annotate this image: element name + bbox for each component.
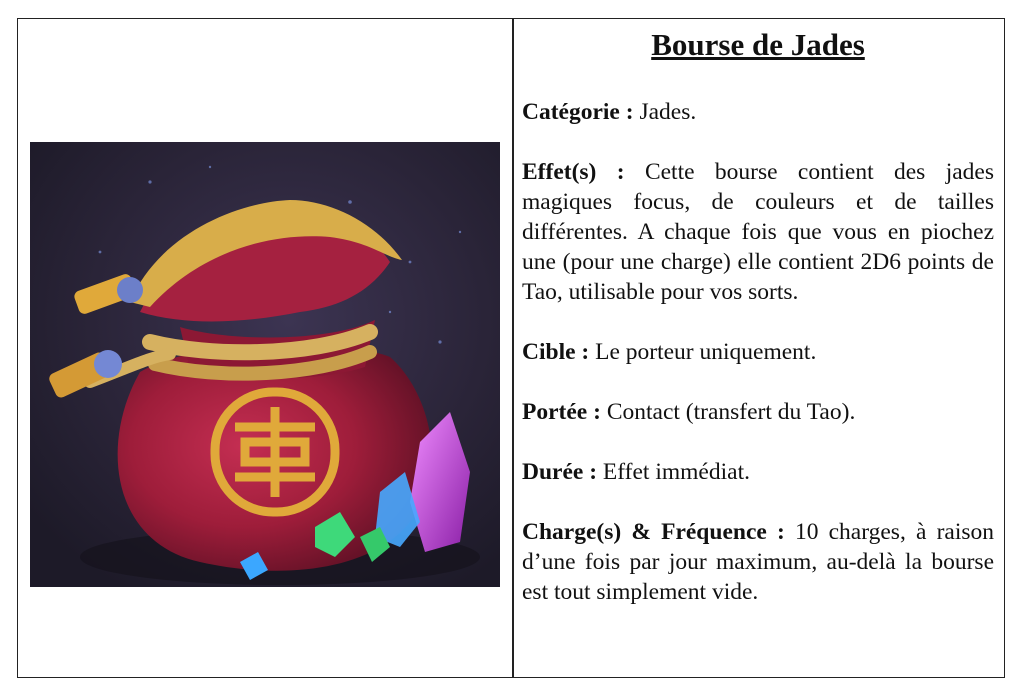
field-portee — [522, 397, 994, 427]
field-value: Effet immédiat. — [602, 459, 750, 485]
field-label: Durée : — [522, 459, 598, 485]
field-value: Le porteur uniquement. — [595, 339, 817, 365]
field-value: 10 charges, à raison d’une fois par jour maximum, au-delà la bourse est tout simplement vide. — [522, 519, 994, 605]
field-value: Cette bourse contient des jades magiques focus, de couleurs et de tailles différentes. A chaque fois que vous en piochez une (pour une charge) elle contient 2D6 points de Tao, utilisable pour vos sorts. — [522, 159, 994, 305]
field-value: Jades. — [639, 99, 697, 125]
field-cible — [522, 337, 994, 367]
item-card — [17, 18, 1005, 678]
field-label: Effet(s) : — [522, 159, 625, 185]
field-charges — [522, 517, 994, 607]
field-duree — [522, 457, 994, 487]
description-column — [522, 19, 996, 607]
field-categorie — [522, 97, 994, 127]
field-label: Cible : — [522, 339, 590, 365]
field-value: Contact (transfert du Tao). — [606, 399, 856, 425]
jade-pouch-illustration — [30, 142, 500, 587]
field-label: Portée : — [522, 399, 601, 425]
field-label: Charge(s) & Fréquence : — [522, 519, 785, 545]
column-divider — [512, 19, 514, 677]
field-label: Catégorie : — [522, 99, 634, 125]
card-title: Bourse de Jades — [651, 27, 865, 62]
field-effets — [522, 157, 994, 307]
